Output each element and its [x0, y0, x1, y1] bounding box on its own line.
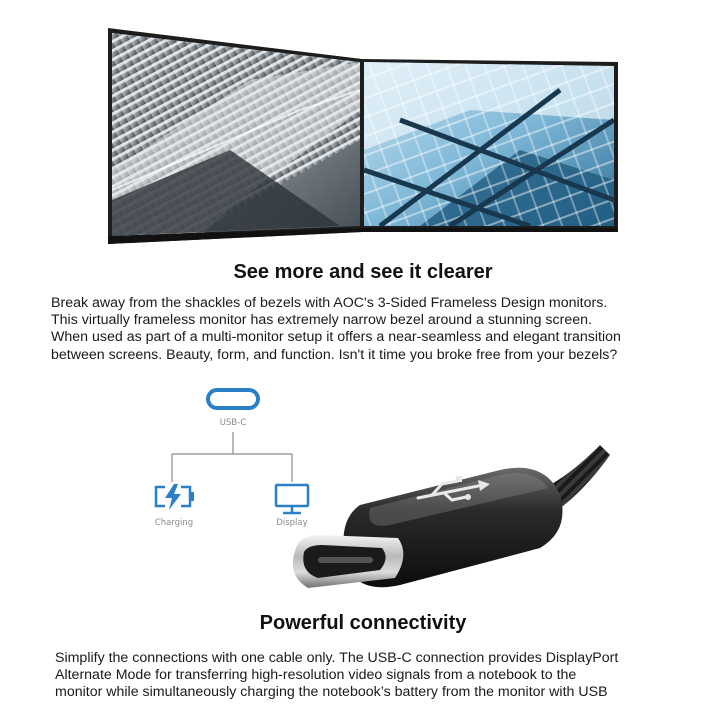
paragraph-line: monitor while simultaneously charging the notebook’s battery from the monitor with USB	[55, 684, 608, 701]
dual-monitor-image	[0, 0, 726, 250]
section-heading-frameless: See more and see it clearer	[233, 261, 493, 283]
paragraph-line: This virtually frameless monitor has extremely narrow bezel around a stunning screen.	[51, 312, 592, 329]
section-heading-connectivity: Powerful connectivity	[259, 612, 467, 634]
usb-c-cable-image	[280, 440, 610, 600]
connectivity-description	[55, 650, 618, 702]
paragraph-line: When used as part of a multi-monitor setup it offers a near-seamless and elegant transition	[51, 329, 621, 346]
paragraph-line: Break away from the shackles of bezels with AOC's 3-Sided Frameless Design monitors.	[51, 295, 608, 311]
paragraph-line: Simplify the connections with one cable only. The USB-C connection provides DisplayPort	[55, 650, 619, 666]
charging-label: Charging	[154, 518, 194, 528]
paragraph-line: between screens. Beauty, form, and function. Isn't it time you broke free from your bezels?	[51, 346, 618, 363]
usb-c-port-icon	[208, 390, 258, 408]
connector-lines	[172, 432, 292, 482]
paragraph-line: Alternate Mode for transferring high-resolution video signals from a notebook to the	[55, 667, 577, 684]
charging-battery-icon	[156, 484, 194, 510]
usb-c-label: USB-C	[219, 418, 247, 428]
frameless-description	[51, 295, 621, 364]
display-label: Display	[276, 518, 308, 528]
